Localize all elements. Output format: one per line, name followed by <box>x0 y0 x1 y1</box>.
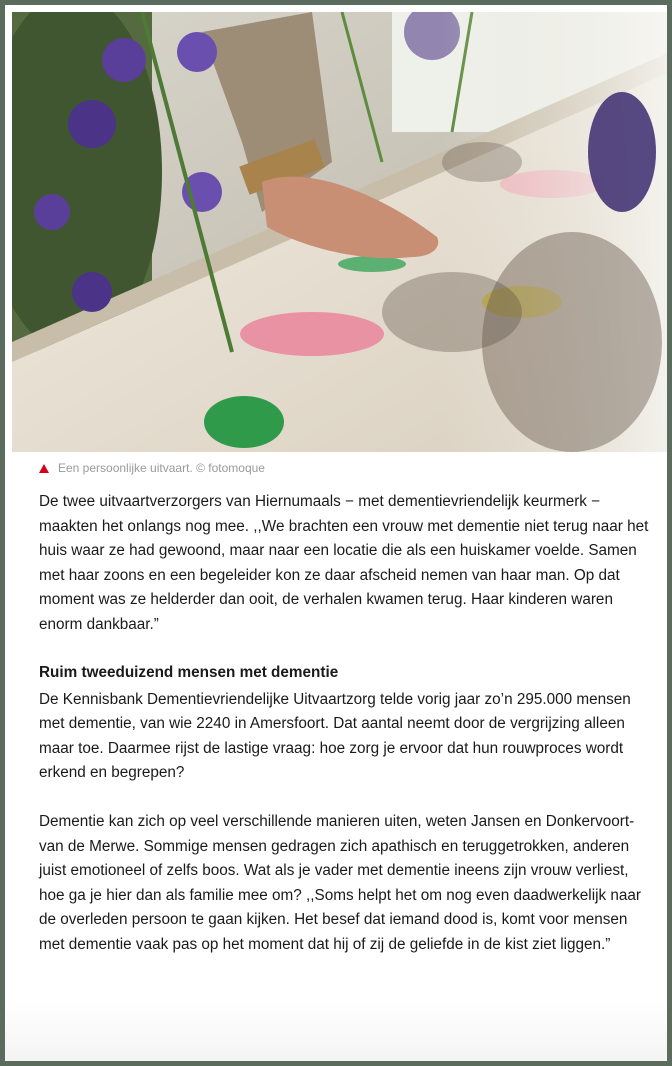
article-body <box>39 490 649 958</box>
caption-text: Een persoonlijke uitvaart. © fotomoque <box>58 461 265 475</box>
paragraph-2: De Kennisbank Dementievriendelijke Uitvaartzorg telde vorig jaar zo’n 295.000 mensen met dementie, van wie 2240 in Amersfoort. Dat aantal neemt door de vergrijzing alleen maar toe. Daarmee rijst de lastige vraag: hoe zorg je ervoor dat hun rouwproces wordt erkend en begrepen? <box>39 690 631 782</box>
article-photo <box>12 12 670 452</box>
subheading: Ruim tweeduizend mensen met dementie <box>39 663 339 681</box>
bottom-fade <box>5 1001 667 1061</box>
paragraph-3: Dementie kan zich op veel verschillende manieren uiten, weten Jansen en Donkervoort-van de Merwe. Sommige mensen gedragen zich apathisch en teruggetrokken, anderen juist emotioneel of zelfs boos. Wat als je vader met dementie ineens zijn vrouw verliest, hoe ga je hier dan als familie mee om? ,,Soms helpt het om nog even daadwerkelijk naar de overleden persoon te gaan kijken. Het besef dat iemand dood is, komt voor mensen met dementie vaak pas op het moment dat hij of zij de geliefde in de kist ziet liggen.” <box>39 812 642 953</box>
photo-caption <box>39 460 265 476</box>
caption-triangle-icon <box>39 464 49 473</box>
hand-on-coffin-illustration <box>12 12 670 452</box>
paragraph-1: De twee uitvaartverzorgers van Hiernumaals − met dementievriendelijk keurmerk − maakten het onlangs nog mee. ,,We brachten een vrouw met dementie niet terug naar het huis waar ze had gewoond, maar naar een locatie die als een huiskamer voelde. Samen met haar zoons en een begeleider kon ze daar afscheid nemen van haar man. Op dat moment was ze helderder dan ooit, de verhalen kwamen terug. Haar kinderen waren enorm dankbaar.” <box>39 493 649 633</box>
